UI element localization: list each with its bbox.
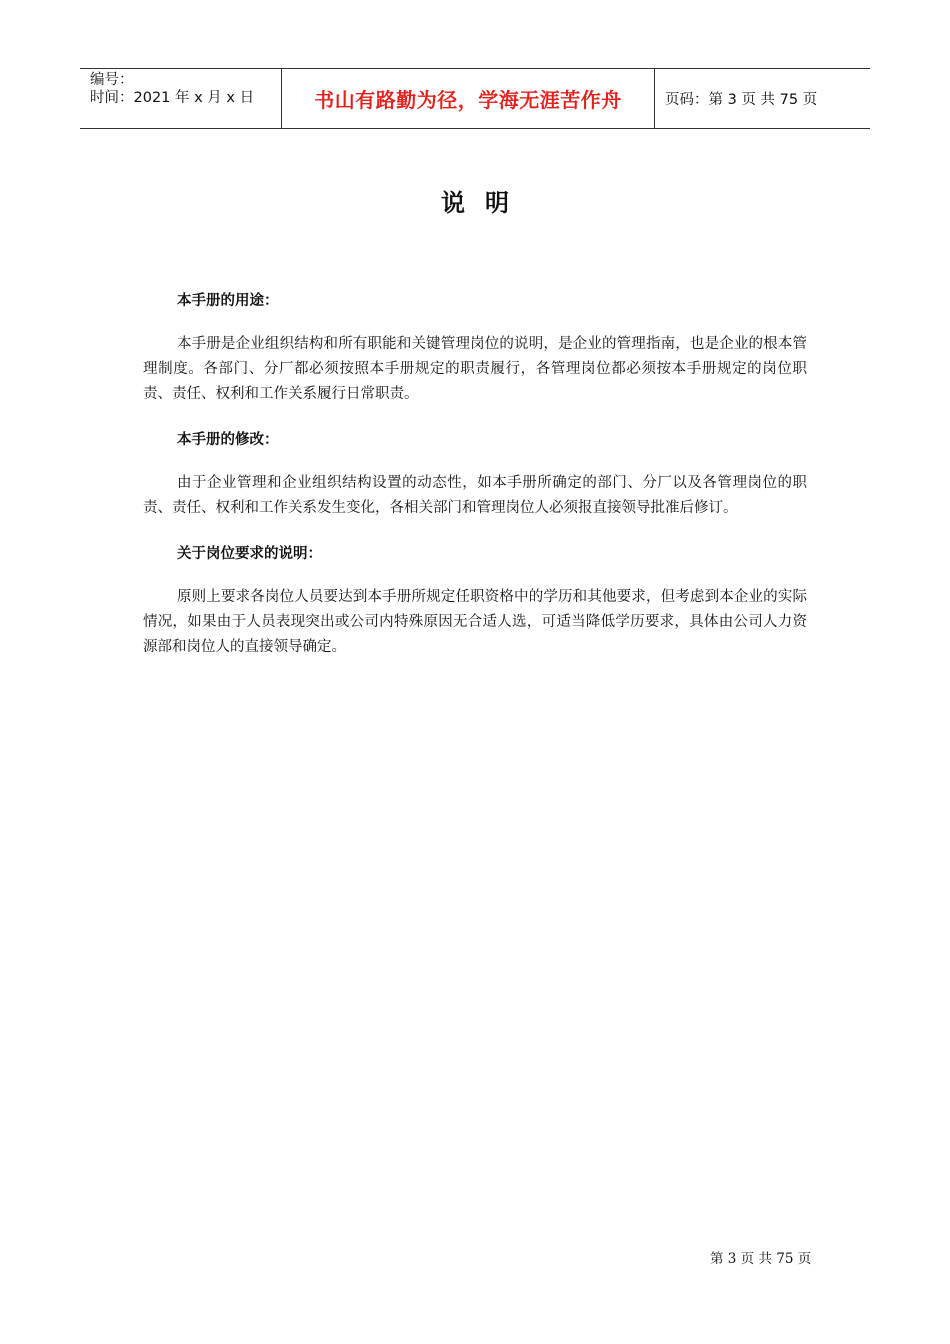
section-heading: 关于岗位要求的说明：	[177, 546, 322, 562]
header-motto: 书山有路勤为径，学海无涯苦作舟	[282, 69, 655, 128]
document-body	[143, 290, 807, 682]
page-header	[80, 68, 870, 129]
section-heading: 本手册的修改：	[177, 432, 279, 448]
section-heading: 本手册的用途：	[177, 293, 279, 309]
section-position-requirements	[143, 543, 807, 660]
page-footer: 第 3 页 共 75 页	[710, 1251, 812, 1267]
page-title: 说明	[441, 189, 529, 217]
section-paragraph: 本手册是企业组织结构和所有职能和关键管理岗位的说明，是企业的管理指南，也是企业的根本管理制度。各部门、分厂都必须按照本手册规定的职责履行，各管理岗位都必须按本手册规定的岗位职责、责任、权利和工作关系履行日常职责。	[143, 336, 807, 402]
section-paragraph: 由于企业管理和企业组织结构设置的动态性，如本手册所确定的部门、分厂以及各管理岗位的职责、责任、权利和工作关系发生变化，各相关部门和管理岗位人必须报直接领导批准后修订。	[143, 475, 807, 516]
document-number-label: 编号：	[90, 72, 134, 88]
header-page-number: 页码：第 3 页 共 75 页	[665, 92, 818, 108]
document-date-label: 时间：2021 年 x 月 x 日	[90, 90, 255, 106]
header-meta-cell	[80, 69, 282, 128]
section-revision	[143, 429, 807, 521]
section-paragraph: 原则上要求各岗位人员要达到本手册所规定任职资格中的学历和其他要求，但考虑到本企业的实际情况，如果由于人员表现突出或公司内特殊原因无合适人选，可适当降低学历要求，具体由公司人力资源部和岗位人的直接领导确定。	[143, 589, 807, 655]
section-usage	[143, 290, 807, 407]
